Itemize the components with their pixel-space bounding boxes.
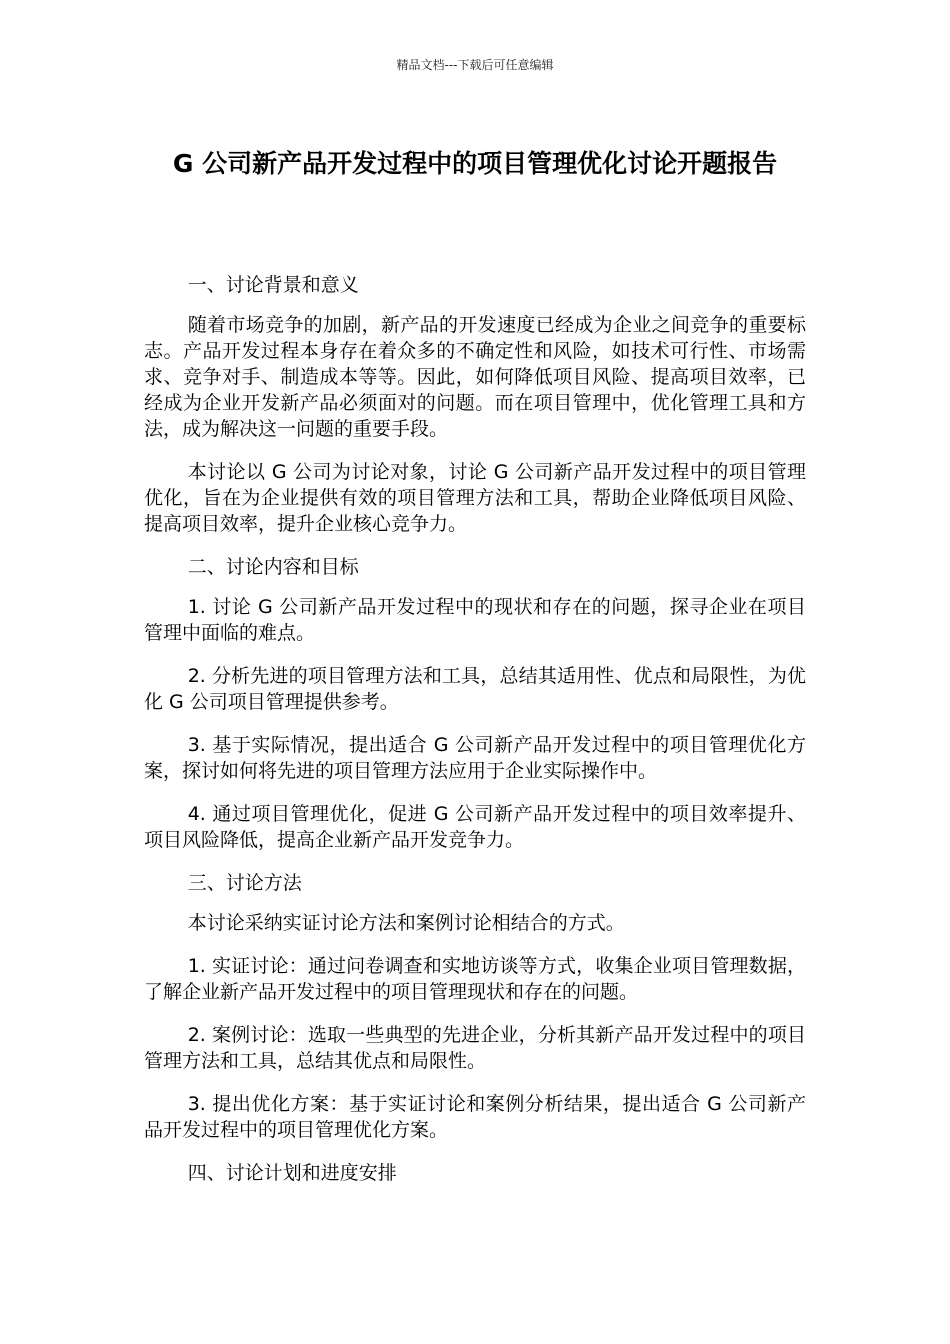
section-heading-method: 三、讨论方法	[187, 872, 302, 894]
method-item-2: 2. 案例讨论：选取一些典型的先进企业，分析其新产品开发过程中的项目管理方法和工具，总结其优点和局限性。	[144, 1024, 806, 1072]
content-item-2: 2. 分析先进的项目管理方法和工具，总结其适用性、优点和局限性，为优化 G 公司项目管理提供参考。	[144, 665, 806, 713]
document-title: G 公司新产品开发过程中的项目管理优化讨论开题报告	[172, 149, 778, 178]
header-note: 精品文档---下载后可任意编辑	[396, 58, 554, 72]
method-intro: 本讨论采纳实证讨论方法和案例讨论相结合的方式。	[187, 912, 625, 934]
content-item-1: 1. 讨论 G 公司新产品开发过程中的现状和存在的问题，探寻企业在项目管理中面临的难点。	[144, 596, 806, 644]
method-item-3: 3. 提出优化方案：基于实证讨论和案例分析结果，提出适合 G 公司新产品开发过程中的项目管理优化方案。	[144, 1093, 806, 1141]
section-heading-plan: 四、讨论计划和进度安排	[187, 1162, 397, 1184]
document-body	[144, 272, 806, 1200]
content-item-3: 3. 基于实际情况，提出适合 G 公司新产品开发过程中的项目管理优化方案，探讨如何将先进的项目管理方法应用于企业实际操作中。	[144, 734, 806, 782]
content-item-4: 4. 通过项目管理优化，促进 G 公司新产品开发过程中的项目效率提升、项目风险降低，提高企业新产品开发竞争力。	[144, 803, 806, 851]
paragraph-background-1: 随着市场竞争的加剧，新产品的开发速度已经成为企业之间竞争的重要标志。产品开发过程本身存在着众多的不确定性和风险，如技术可行性、市场需求、竞争对手、制造成本等等。因此，如何降低项目风险、提高项目效率，已经成为企业开发新产品必须面对的问题。而在项目管理中，优化管理工具和方法，成为解决这一问题的重要手段。	[144, 314, 806, 440]
section-heading-content: 二、讨论内容和目标	[187, 556, 359, 578]
section-heading-background: 一、讨论背景和意义	[187, 274, 359, 296]
method-item-1: 1. 实证讨论：通过问卷调查和实地访谈等方式，收集企业项目管理数据，了解企业新产品开发过程中的项目管理现状和存在的问题。	[144, 955, 806, 1003]
paragraph-background-2: 本讨论以 G 公司为讨论对象，讨论 G 公司新产品开发过程中的项目管理优化，旨在为企业提供有效的项目管理方法和工具，帮助企业降低项目风险、提高项目效率，提升企业核心竞争力。	[144, 461, 806, 535]
